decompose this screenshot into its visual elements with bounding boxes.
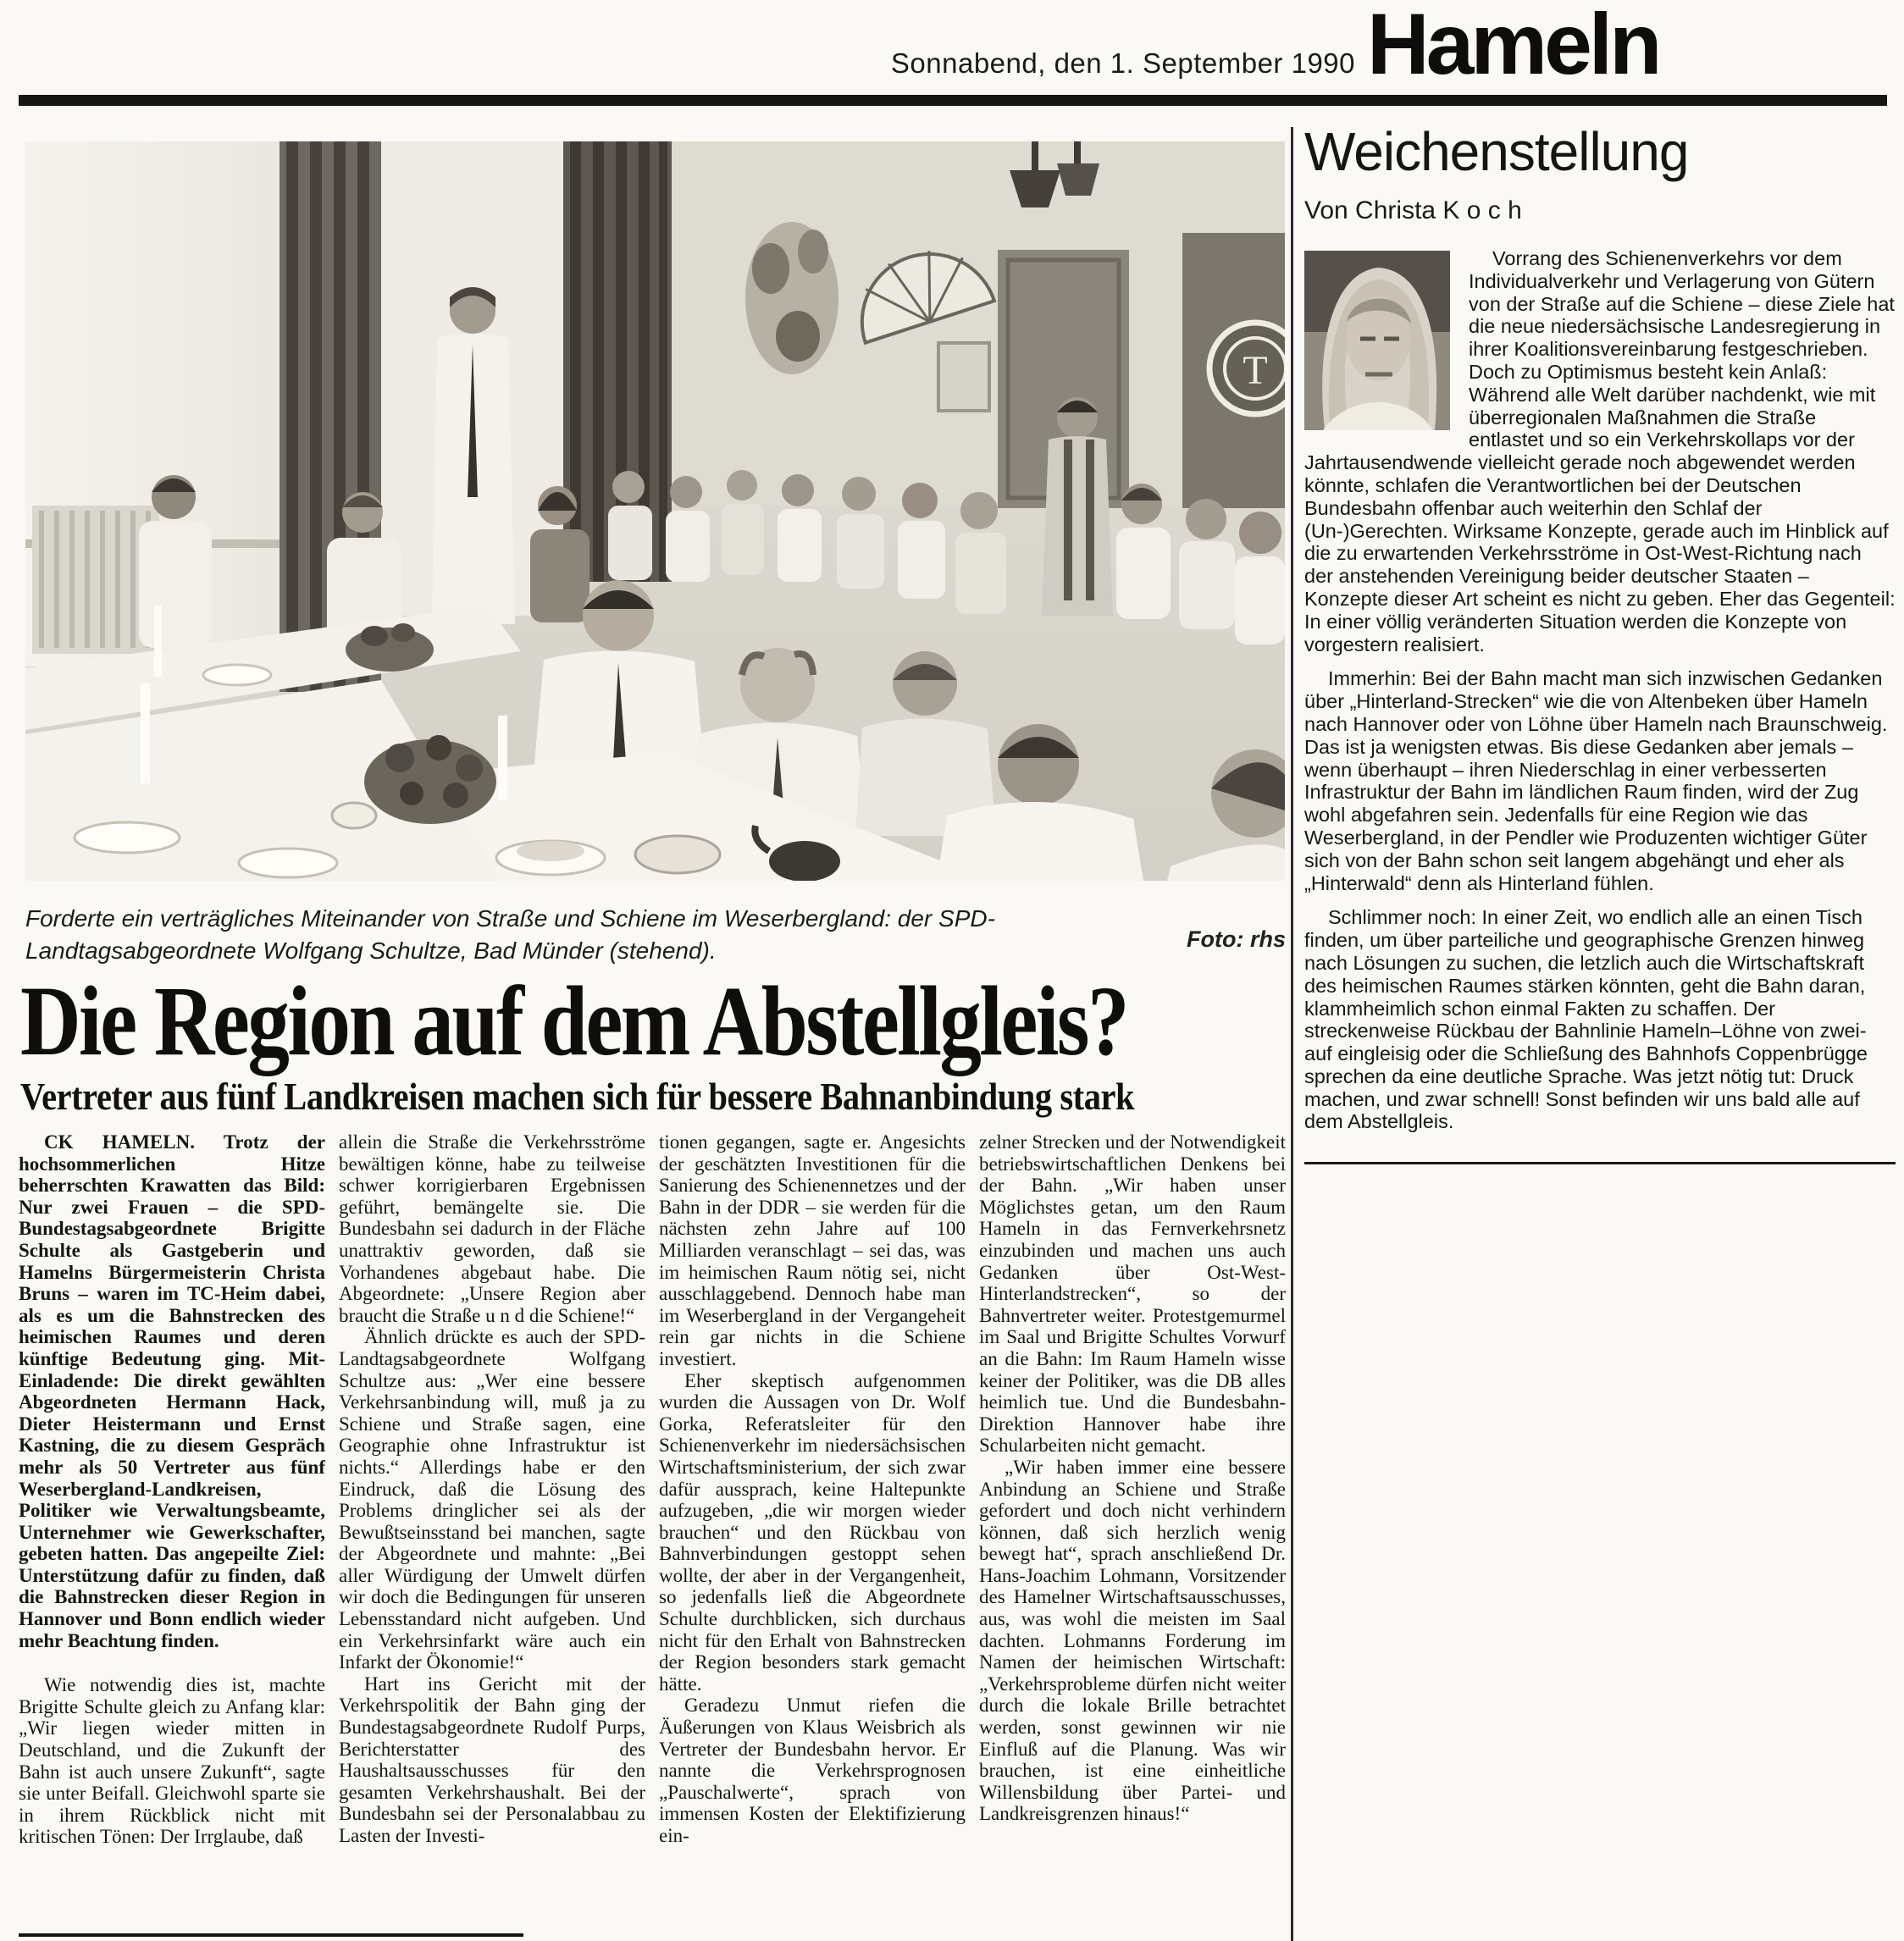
article-column-2: [339, 1131, 645, 1938]
article-paragraph: CK HAMELN. Trotz der hochsommerlichen Hitze beherrschten Krawatten das Bild: Nur zwei Frauen – die SPD-Bundestagsabgeordnete Brigitte Schulte als Gastgeberin und Hamelns Bürgermeisterin Christa Bruns – waren im TC-Heim dabei, als es um die Bahnstrecken des heimischen Raumes und deren künftige Bedeutung ging. Mit-Einladende: Die direkt gewählten Abgeordneten Hermann Hack, Dieter Heistermann und Ernst Kastning, die zu diesem Gespräch mehr als 50 Vertreter aus fünf Weserbergland-Landkreisen, Politiker wie Verwaltungsbeamte, Unternehmer wie Gewerkschafter, gebeten hatten. Das angepeilte Ziel: Unterstützung dafür zu finden, daß die Bahnstrecken dieser Region in Hannover und Bonn endlich wieder mehr Beachtung finden.: [19, 1131, 325, 1651]
article-column-3: [659, 1131, 966, 1938]
meeting-photo: [25, 141, 1285, 881]
author-portrait-art: [1304, 251, 1450, 430]
opinion-paragraph: Vorrang des Schienenverkehrs vor dem Individualverkehr und Verlagerung von Gütern von der Straße auf die Schiene – diese Ziele hat die neue niedersächsische Landesregierung in ihrer Koalitionsvereinbarung festgeschrieben. Doch zu Optimismus besteht kein Anlaß: Während alle Welt darüber nachdenkt, wie mit überregionalen Maßnahmen die Straße entlastet und so ein Verkehrskollaps vor der Jahrtausendwende vielleicht gerade noch abgewendet werden könnte, schlafen die Verantwortlichen bei der Deutschen Bundesbahn offenbar auch weiterhin den Schlaf der (Un-)Gerechten. Wirksame Konzepte, gerade auch im Hinblick auf die zu erwartenden Verkehrsströme in Ost-West-Richtung nach der anstehenden Vereinigung beider deutscher Staaten – Konzepte dieser Art scheint es nicht zu geben. Eher das Gegenteil: In einer völlig veränderten Situation werden die Konzepte von vorgestern realisiert.: [1304, 247, 1896, 655]
article-paragraph: „Wir haben immer eine bessere Anbindung an Schiene und Straße gefordert und doch nicht verhindern können, daß sich herzlich wenig bewegt hat“, sprach anschließend Dr. Hans-Joachim Lohmann, Vorsitzender des Hamelner Wirtschaftsausschusses, aus, was wohl die meisten im Saal dachten. Lohmanns Forderung im Namen der heimischen Wirtschaft: „Verkehrsprobleme dürfen nicht weiter durch die lokale Brille betrachtet werden, sonst gewinnen wir nie Einfluß auf die Planung. Was wir brauchen, ist eine einheitliche Willensbildung über Partei- und Landkreisgrenzen hinaus!“: [979, 1456, 1286, 1825]
opinion-byline: Von Christa K o c h: [1304, 196, 1522, 224]
article-paragraph: Wie notwendig dies ist, machte Brigitte Schulte gleich zu Anfang klar: „Wir liegen wieder mitten in Deutschland, und die Zukunft der Bahn ist auch unsere Zukunft“, sagte sie unter Beifall. Gleichwohl sparte sie in ihrem Rückblick nicht mit kritischen Tönen: Der Irrglaube, daß: [19, 1674, 325, 1848]
article-paragraph: Eher skeptisch aufgenommen wurden die Aussagen von Dr. Wolf Gorka, Referatsleiter für den Schienenverkehr im niedersächsischen Wirtschaftsministerium, der sich zwar dafür aussprach, keine Haltepunkte aufzugeben, „die wir morgen wieder brauchen“ und den Rückbau von Bahnverbindungen gestoppt sehen wollte, der aber in der Vergangenheit, so jedenfalls ließ die Abgeordnete Schulte durchblicken, sich durchaus nicht für den Erhalt von Bahnstrecken der Region besonders stark gemacht hätte.: [659, 1369, 966, 1695]
opinion-title: Weichenstellung: [1304, 121, 1689, 182]
meeting-photo-art: [25, 141, 1285, 881]
opinion-column: [1304, 120, 1896, 1164]
article-paragraph: allein die Straße die Verkehrsströme bewältigen könne, habe zu teilweise schwer korrigierbaren Ergebnissen geführt, bemängelte sie. Die Bundesbahn sei dadurch in der Fläche unattraktiv geworden, daß sie Vorhandenes abgebaut habe. Die Abgeordnete: „Unsere Region aber braucht die Straße u n d die Schiene!“: [339, 1131, 645, 1326]
wall-picture: [938, 343, 989, 411]
article-headline: Die Region auf dem Abstellgleis?: [20, 965, 1128, 1076]
masthead-rule: [19, 95, 1887, 106]
opinion-paragraph: Immerhin: Bei der Bahn macht man sich inzwischen Gedanken über „Hinterland-Strecken“ wie die von Altenbeken über Hameln nach Hannover oder von Löhne über Hameln nach Braunschweig. Das ist ja wenigsten etwas. Bis diese Gedanken aber jemals – wenn überhaupt – ihren Niederschlag in einer verbesserten Infrastruktur der Bahn im ländlichen Raum finden, wird der Zug wohl abgefahren sein. Jedenfalls für eine Region wie das Weserbergland, in der Pendler wie Produzenten wichtiger Güter sich von der Bahn schon seit langem abgehängt und eher als „Hinterwald“ denn als Hinterland fühlen.: [1304, 667, 1888, 894]
article-paragraph: Ähnlich drückte es auch der SPD-Landtagsabgeordnete Wolfgang Schultze aus: „Wer eine bessere Verkehrsanbindung will, muß ja zu Schiene und Straße sagen, eine Geographie ohne Infrastruktur ist nichts.“ Allerdings habe er den Eindruck, daß die Lösung des Problems dringlicher sei als der Bewußtseinsstand bei manchen, sagte der Abgeordnete und mahnte: „Bei aller Würdigung der Umwelt dürfen wir doch die Bedingungen für unseren Lebensstandard nicht aufgeben. Und ein Verkehrsinfarkt wäre auch ein Infarkt der Ökonomie!“: [339, 1326, 645, 1673]
article-paragraph: Hart ins Gericht mit der Verkehrspolitik der Bahn ging der Bundestagsabgeordnete Rudolf Purps, Berichterstatter des Haushaltsausschusses für den gesamten Verkehrshaushalt. Bei der Bundesbahn sei der Personalabbau zu Lasten der Investi-: [339, 1673, 645, 1846]
photo-caption: Forderte ein verträgliches Miteinander von Straße und Schiene im Weserbergland: der SPD-Landtagsabgeordnete Wolfgang Schultze, Bad Münder (stehend).: [25, 905, 995, 964]
wall-flowers: [745, 222, 839, 374]
article-column-1: [19, 1131, 325, 1938]
svg-text:T: T: [1243, 348, 1268, 393]
photo-credit: Foto: rhs: [1187, 926, 1286, 952]
article-paragraph: zelner Strecken und der Notwendigkeit betriebswirtschaftlichen Denkens bei der Bahn. „Wir haben unser Möglichstes getan, um den Raum Hameln in das Fernverkehrsnetz einzubinden und machen uns auch Gedanken über Ost-West-Hinterlandstrecken“, so der Bahnvertreter weiter. Protestgemurmel im Saal und Brigitte Schultes Vorwurf an die Bahn: Im Raum Hameln wisse keiner der Politiker, was die DB alles heimlich tue. Und die Bundesbahn-Direktion Hannover habe ihre Schularbeiten nicht gemacht.: [979, 1131, 1286, 1457]
article-paragraph: Geradezu Unmut riefen die Äußerungen von Klaus Weisbrich als Vertreter der Bundesbahn hervor. Er nannte die Verkehrsprognosen „Pauschalwerte“, sprach von immensen Kosten der Elektifizierung ein-: [659, 1695, 966, 1846]
article-column-4: [979, 1131, 1286, 1938]
article-subhead: Vertreter aus fünf Landkreisen machen sich für bessere Bahnanbindung stark: [20, 1075, 1135, 1118]
edition-date: Sonnabend, den 1. September 1990: [890, 47, 1355, 79]
standing-speaker: [432, 287, 515, 624]
tc-club-emblem: [1209, 323, 1285, 414]
bottom-partial-rule: [19, 1933, 523, 1937]
opinion-body: [1304, 247, 1896, 1133]
opinion-end-rule: [1304, 1162, 1896, 1164]
opinion-paragraph: Schlimmer noch: In einer Zeit, wo endlich alle an einen Tisch finden, um über parteiliche und geographische Grenzen hinweg nach Lösungen zu suchen, die letzlich auch die Wirtschaftskraft des heimischen Raumes stärken könnten, geht die Bahn daran, klammheimlich schon einmal Fakten zu schaffen. Der streckenweise Rückbau der Bahnlinie Hameln–Löhne von zwei- auf eingleisig oder die Schließung des Bahnhofs Coppenbrügge sprechen da eine deutliche Sprache. Was jetzt nötig tut: Druck machen, und zwar schnell! Sonst befinden wir uns bald alle auf dem Abstellgleis.: [1304, 906, 1868, 1133]
column-divider-rule: [1291, 127, 1293, 1941]
author-portrait-photo: [1304, 251, 1450, 430]
article-paragraph: tionen gegangen, sagte er. Angesichts der geschätzten Investitionen für die Sanierung des Schienennetzes und der Bahn in der DDR – sie werden für die nächsten zehn Jahre auf 100 Milliarden veranschlagt – sei das, was im heimischen Raum nötig sei, nicht ausschlaggebend. Dennoch habe man im Weserbergland in der Vergangeheit rein gar nichts in die Schiene investiert.: [659, 1131, 966, 1369]
masthead-title: Hameln: [1367, 0, 1659, 92]
